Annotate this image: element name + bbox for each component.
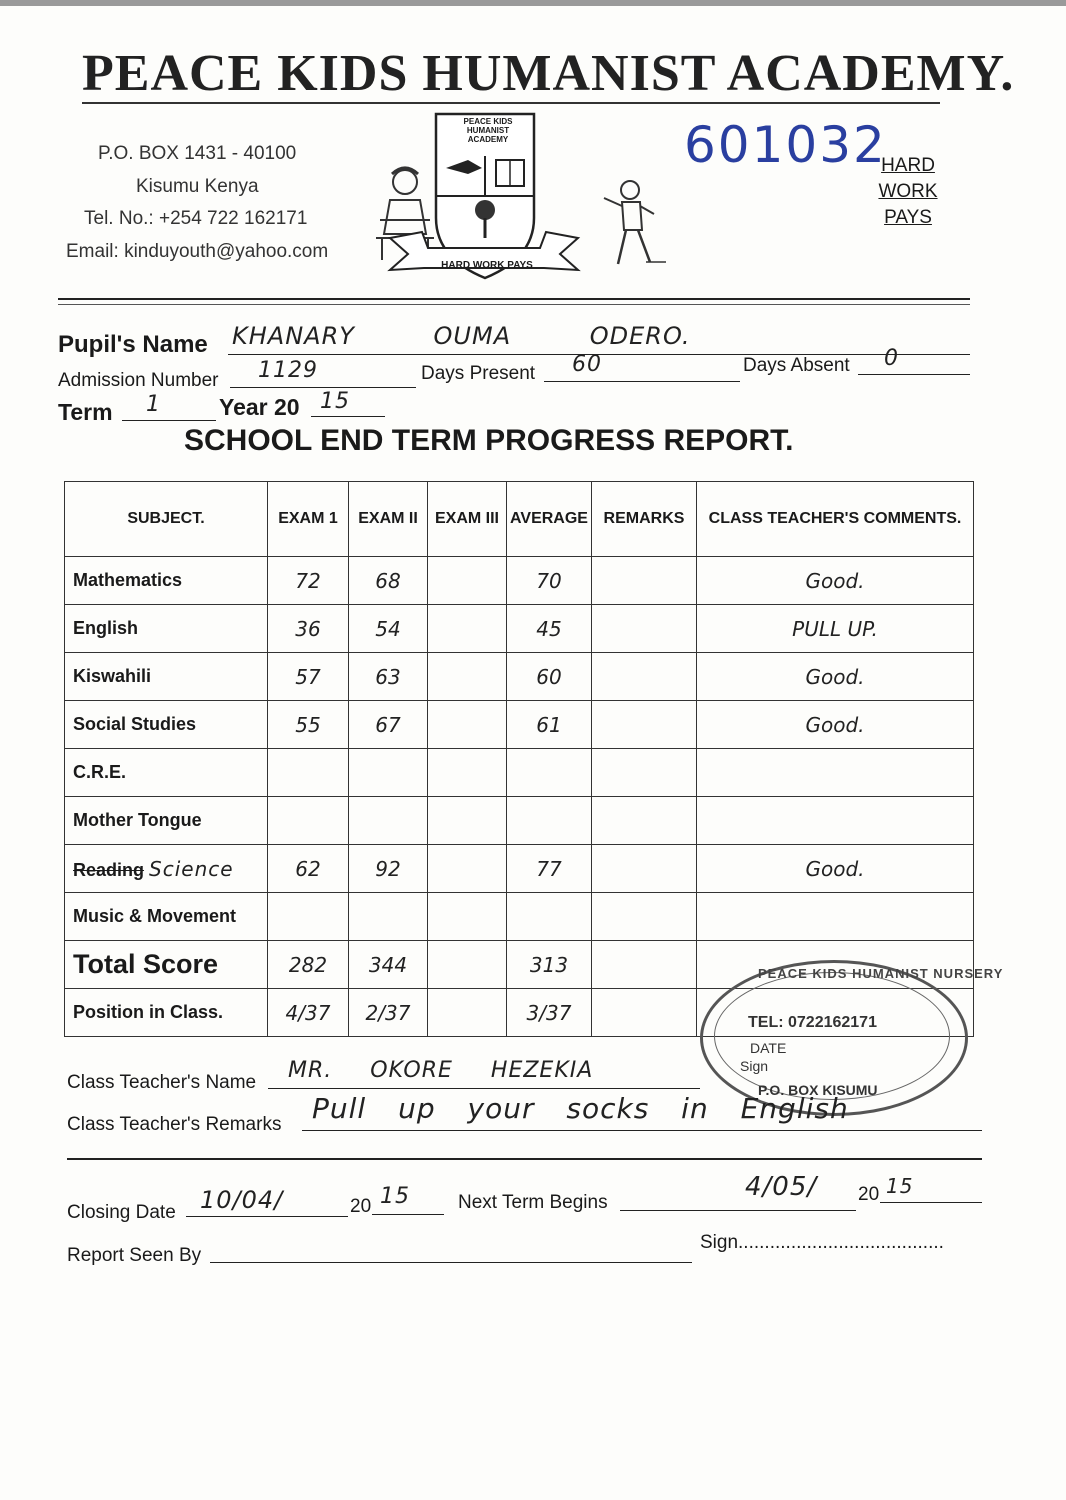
school-name: PEACE KIDS HUMANIST ACADEMY. — [82, 45, 1015, 102]
email: Email: kinduyouth@yahoo.com — [66, 241, 329, 262]
table-row — [65, 845, 974, 893]
scan-edge — [0, 0, 1066, 6]
exam1-score: 72 — [268, 557, 349, 605]
boy-running-illustration — [600, 178, 670, 268]
crest-motto: HARD WORK PAYS — [441, 260, 533, 271]
position-remarks — [592, 989, 697, 1037]
subject-name: C.R.E. — [65, 749, 268, 797]
total-exam1: 282 — [268, 941, 349, 989]
side-motto-line: WORK — [878, 181, 938, 202]
remarks — [592, 557, 697, 605]
next-term-date: 4/05/ — [745, 1172, 818, 1202]
days-absent: 0 — [884, 346, 899, 371]
days-absent-line — [858, 350, 970, 375]
stamp-box: P.O. BOX KISUMU — [758, 1082, 878, 1098]
remarks — [592, 653, 697, 701]
pupil-name: KHANARY OUMA ODERO. — [232, 322, 691, 350]
table-row — [65, 797, 974, 845]
exam1-score — [268, 893, 349, 941]
total-remarks — [592, 941, 697, 989]
remarks — [592, 605, 697, 653]
exam3-score — [428, 797, 507, 845]
average-score — [507, 797, 592, 845]
header-divider-thin — [58, 304, 970, 305]
average-score: 70 — [507, 557, 592, 605]
exam2-score — [349, 797, 428, 845]
stamp-sign: Sign — [740, 1058, 769, 1074]
table-row — [65, 605, 974, 653]
closing-date: 10/04/ — [200, 1186, 284, 1214]
teacher-comment: Good. — [697, 557, 974, 605]
teacher-comment — [697, 749, 974, 797]
po-box: P.O. BOX 1431 - 40100 — [98, 143, 297, 164]
average-score: 61 — [507, 701, 592, 749]
exam2-score: 67 — [349, 701, 428, 749]
table-row — [65, 557, 974, 605]
position-exam3 — [428, 989, 507, 1037]
subject-name: Mathematics — [65, 557, 268, 605]
crest-label: PEACE KIDS HUMANIST ACADEMY — [463, 117, 513, 144]
report-number: 601032 — [684, 116, 887, 174]
teacher-comment: Good. — [697, 845, 974, 893]
city: Kisumu Kenya — [136, 176, 259, 197]
remarks — [592, 797, 697, 845]
average-score — [507, 749, 592, 797]
stamp-tel: TEL: 0722162171 — [748, 1014, 877, 1031]
exam3-score — [428, 557, 507, 605]
next-year: 15 — [886, 1174, 914, 1198]
report-title: SCHOOL END TERM PROGRESS REPORT. — [184, 424, 794, 457]
admission-label: Admission Number — [58, 370, 219, 391]
exam3-score — [428, 653, 507, 701]
closing-date-label: Closing Date — [67, 1202, 176, 1223]
closing-year-prefix: 20 — [350, 1196, 372, 1217]
school-stamp-inner-ring — [714, 972, 950, 1100]
days-present-label: Days Present — [421, 363, 536, 384]
exam3-score — [428, 845, 507, 893]
days-present: 60 — [572, 352, 602, 377]
teacher-comment — [697, 893, 974, 941]
subject-name: English — [65, 605, 268, 653]
results-table — [64, 481, 974, 1037]
stamp-date: DATE — [750, 1040, 787, 1056]
subject-name: Mother Tongue — [65, 797, 268, 845]
teacher-remarks: Pull up your socks in English — [312, 1092, 849, 1125]
average-score: 77 — [507, 845, 592, 893]
subject-cell — [65, 845, 268, 893]
subject-name-struck: Reading — [73, 859, 145, 880]
next-year-prefix: 20 — [858, 1184, 880, 1205]
average-score: 60 — [507, 653, 592, 701]
table-row — [65, 749, 974, 797]
subject-name: Kiswahili — [65, 653, 268, 701]
telephone: Tel. No.: +254 722 162171 — [84, 208, 308, 229]
report-seen-by-label: Report Seen By — [67, 1245, 202, 1266]
stamp-ring-text: PEACE KIDS HUMANIST NURSERY — [758, 966, 1004, 981]
teacher-name-label: Class Teacher's Name — [67, 1072, 257, 1093]
admission-number: 1129 — [258, 358, 318, 383]
subject-name: Social Studies — [65, 701, 268, 749]
closing-year: 15 — [380, 1184, 410, 1209]
exam1-score: 62 — [268, 845, 349, 893]
exam2-score — [349, 749, 428, 797]
remarks — [592, 701, 697, 749]
side-motto — [876, 153, 940, 231]
total-average: 313 — [507, 941, 592, 989]
header-exam3: EXAM III — [428, 482, 507, 557]
remarks — [592, 845, 697, 893]
header-average: AVERAGE — [507, 482, 592, 557]
position-label: Position in Class. — [65, 989, 268, 1037]
pupil-name-label: Pupil's Name — [58, 331, 208, 358]
exam1-score: 36 — [268, 605, 349, 653]
exam3-score — [428, 701, 507, 749]
teacher-remarks-label: Class Teacher's Remarks — [67, 1114, 282, 1135]
exam2-score: 92 — [349, 845, 428, 893]
year: 15 — [320, 389, 350, 414]
table-header-row — [65, 482, 974, 557]
side-motto-line: HARD — [881, 155, 935, 176]
exam3-score — [428, 749, 507, 797]
next-term-line — [620, 1186, 856, 1211]
position-exam2: 2/37 — [349, 989, 428, 1037]
position-exam1: 4/37 — [268, 989, 349, 1037]
header-exam2: EXAM II — [349, 482, 428, 557]
remarks — [592, 749, 697, 797]
next-term-label: Next Term Begins — [458, 1192, 608, 1213]
year-label: Year 20 — [219, 394, 300, 420]
table-row — [65, 653, 974, 701]
report-seen-by-line — [210, 1238, 692, 1263]
average-score: 45 — [507, 605, 592, 653]
teacher-comment — [697, 797, 974, 845]
sign-field: Sign....................................... — [700, 1232, 944, 1253]
exam1-score — [268, 749, 349, 797]
header-subject: SUBJECT. — [65, 482, 268, 557]
title-underline — [82, 102, 940, 104]
exam1-score: 57 — [268, 653, 349, 701]
position-average: 3/37 — [507, 989, 592, 1037]
side-motto-line: PAYS — [884, 207, 932, 228]
average-score — [507, 893, 592, 941]
exam3-score — [428, 893, 507, 941]
header-exam1: EXAM 1 — [268, 482, 349, 557]
header-remarks: REMARKS — [592, 482, 697, 557]
exam2-score: 68 — [349, 557, 428, 605]
term-label: Term — [58, 399, 113, 425]
exam2-score — [349, 893, 428, 941]
remarks-extra-line — [67, 1158, 982, 1160]
subject-name: Music & Movement — [65, 893, 268, 941]
subject-name-handwritten: Science — [149, 856, 234, 881]
teacher-comment: Good. — [697, 701, 974, 749]
total-exam3 — [428, 941, 507, 989]
teacher-name: MR. OKORE HEZEKIA — [288, 1058, 594, 1083]
term: 1 — [146, 392, 161, 417]
days-absent-label: Days Absent — [743, 355, 850, 376]
term-line — [122, 396, 216, 421]
exam1-score: 55 — [268, 701, 349, 749]
total-score-label: Total Score — [65, 941, 268, 989]
exam2-score: 63 — [349, 653, 428, 701]
teacher-comment: PULL UP. — [697, 605, 974, 653]
exam2-score: 54 — [349, 605, 428, 653]
total-exam2: 344 — [349, 941, 428, 989]
remarks — [592, 893, 697, 941]
header-divider — [58, 298, 970, 300]
table-row — [65, 893, 974, 941]
table-row — [65, 701, 974, 749]
header-comments: CLASS TEACHER'S COMMENTS. — [697, 482, 974, 557]
teacher-comment: Good. — [697, 653, 974, 701]
exam1-score — [268, 797, 349, 845]
exam3-score — [428, 605, 507, 653]
